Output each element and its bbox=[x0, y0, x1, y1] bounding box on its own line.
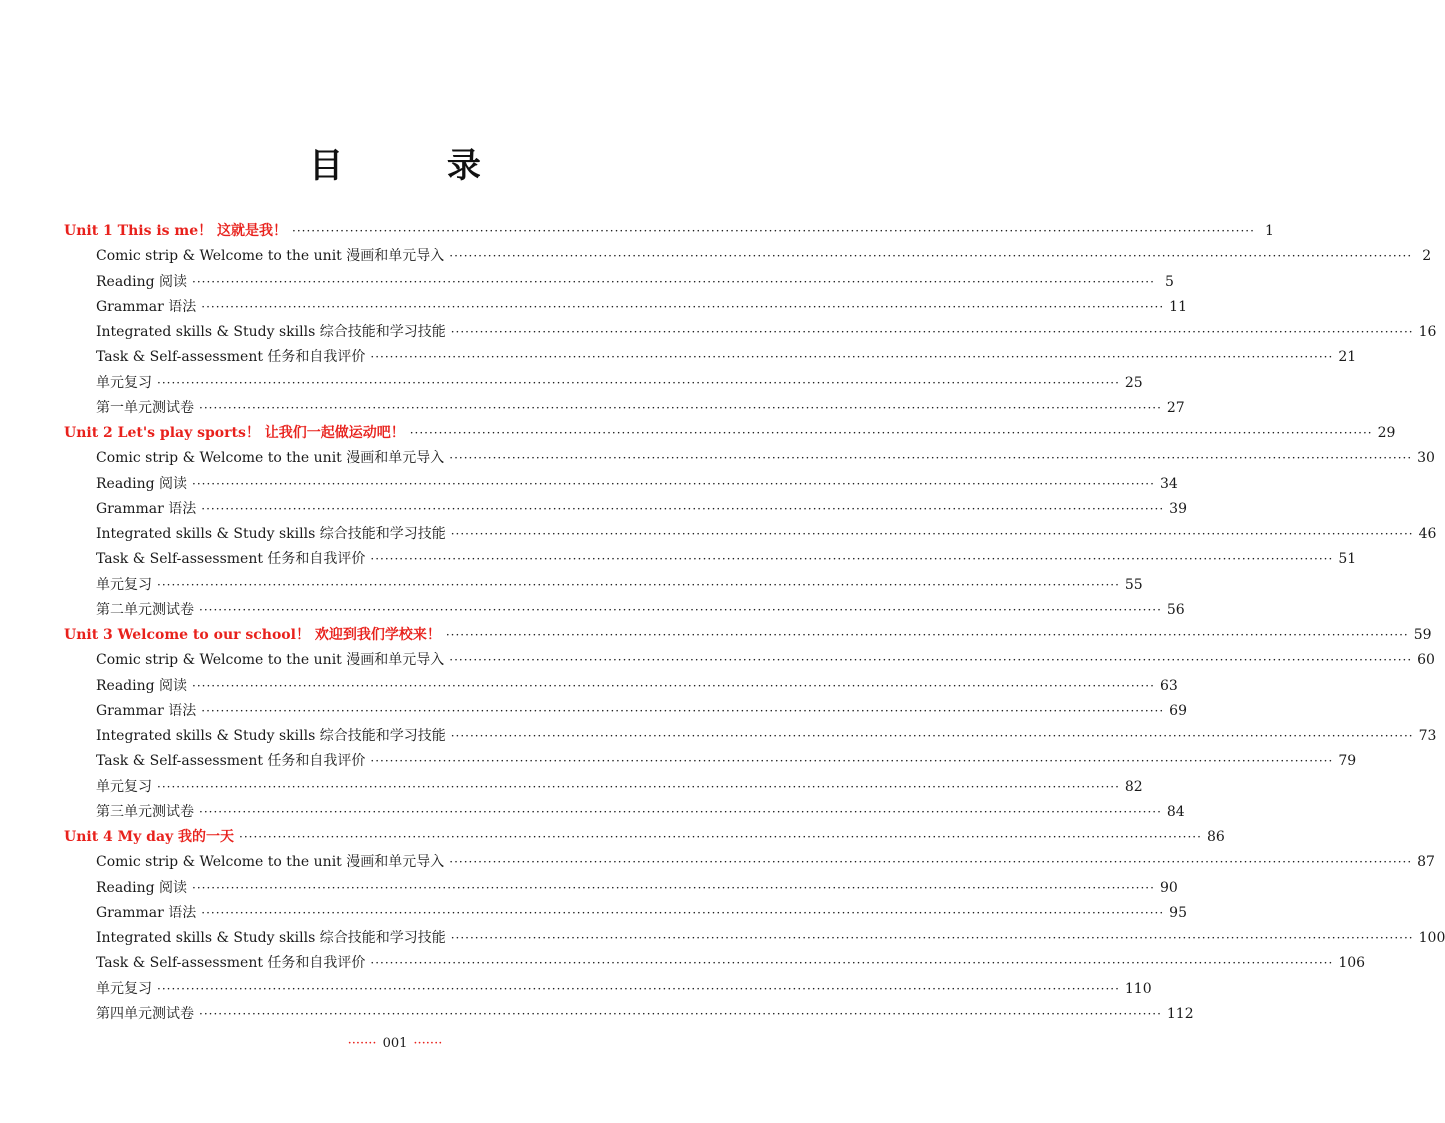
toc-entry[interactable] bbox=[60, 345, 1357, 370]
entry-title: Comic strip & Welcome to the unit 漫画和单元导入 bbox=[96, 248, 445, 265]
toc-unit-1[interactable] bbox=[60, 219, 1274, 244]
entry-title: Comic strip & Welcome to the unit 漫画和单元导入 bbox=[96, 450, 445, 467]
entry-page-number: 30 bbox=[1417, 450, 1435, 467]
entry-page-number: 86 bbox=[1206, 829, 1225, 845]
dot-leader: ········································································································································································································ bbox=[450, 527, 1414, 541]
entry-page-number: 69 bbox=[1169, 702, 1187, 719]
unit-title: Unit 4 My day 我的一天 bbox=[64, 829, 235, 845]
dot-leader: ········································································································································································································ bbox=[445, 628, 1409, 642]
toc-entry[interactable] bbox=[60, 547, 1357, 572]
toc-unit-4[interactable] bbox=[60, 825, 1225, 850]
entry-page-number: 59 bbox=[1413, 627, 1432, 643]
entry-title: Integrated skills & Study skills 综合技能和学习技能 bbox=[96, 930, 446, 946]
entry-title: 单元复习 bbox=[96, 374, 152, 391]
dot-leader: ········································································································································································································ bbox=[449, 451, 1413, 466]
dot-leader: ········································································································································································································ bbox=[450, 729, 1414, 743]
toc-entry[interactable] bbox=[60, 674, 1178, 699]
table-of-contents bbox=[60, 219, 1445, 1027]
dot-leader: ········································································································································································································ bbox=[199, 400, 1162, 415]
dot-leader: ········································································································································································································ bbox=[292, 224, 1255, 238]
entry-title: 第四单元测试卷 bbox=[96, 1005, 194, 1022]
dot-leader: ········································································································································································································ bbox=[201, 501, 1165, 516]
page-footer bbox=[0, 1036, 790, 1051]
entry-title: Task & Self-assessment 任务和自我评价 bbox=[96, 955, 366, 972]
entry-page-number: 21 bbox=[1338, 349, 1357, 366]
dot-leader: ········································································································································································································ bbox=[201, 299, 1165, 314]
dot-leader: ········································································································································································································ bbox=[157, 779, 1120, 794]
entry-page-number: 95 bbox=[1169, 904, 1187, 921]
dot-leader: ········································································································································································································ bbox=[370, 956, 1334, 971]
page-title: 目 录 bbox=[309, 146, 527, 186]
entry-page-number: 29 bbox=[1377, 425, 1396, 441]
entry-page-number: 16 bbox=[1418, 324, 1437, 340]
toc-entry[interactable] bbox=[60, 472, 1178, 497]
entry-page-number: 112 bbox=[1166, 1005, 1194, 1022]
unit-title: Unit 2 Let's play sports！ 让我们一起做运动吧！ bbox=[64, 425, 405, 441]
entry-page-number: 106 bbox=[1338, 955, 1366, 972]
entry-page-number: 82 bbox=[1124, 778, 1143, 795]
toc-unit-2[interactable] bbox=[60, 421, 1396, 446]
toc-entry[interactable] bbox=[60, 446, 1435, 471]
entry-page-number: 2 bbox=[1422, 248, 1432, 265]
dot-leader: ········································································································································································································ bbox=[449, 855, 1413, 870]
entry-title: 单元复习 bbox=[96, 778, 152, 795]
entry-title: Task & Self-assessment 任务和自我评价 bbox=[96, 349, 366, 366]
dot-leader: ········································································································································································································ bbox=[370, 350, 1334, 365]
dot-leader: ········································································································································································································ bbox=[449, 653, 1413, 668]
toc-entry[interactable] bbox=[60, 522, 1437, 547]
entry-title: Integrated skills & Study skills 综合技能和学习技能 bbox=[96, 728, 446, 744]
entry-title: Grammar 语法 bbox=[96, 500, 197, 517]
entry-title: 单元复习 bbox=[96, 980, 152, 997]
toc-entry[interactable] bbox=[60, 724, 1437, 749]
entry-page-number: 90 bbox=[1159, 879, 1178, 896]
entry-page-number: 110 bbox=[1124, 980, 1152, 997]
toc-entry[interactable] bbox=[60, 598, 1185, 623]
dot-leader: ········································································································································································································ bbox=[192, 678, 1155, 693]
toc-entry[interactable] bbox=[60, 699, 1187, 724]
dot-leader: ········································································································································································································ bbox=[199, 804, 1162, 819]
toc-entry[interactable] bbox=[60, 926, 1445, 951]
footer-ornament-left: ······· bbox=[347, 1036, 377, 1051]
entry-page-number: 34 bbox=[1159, 475, 1178, 492]
entry-title: Grammar 语法 bbox=[96, 298, 197, 315]
dot-leader: ········································································································································································································ bbox=[199, 1006, 1162, 1021]
toc-entry[interactable] bbox=[60, 775, 1143, 800]
entry-page-number: 46 bbox=[1418, 526, 1437, 542]
toc-entry[interactable] bbox=[60, 977, 1152, 1002]
entry-page-number: 27 bbox=[1166, 399, 1185, 416]
dot-leader: ········································································································································································································ bbox=[409, 426, 1373, 440]
toc-entry[interactable] bbox=[60, 800, 1185, 825]
entry-page-number: 5 bbox=[1165, 273, 1174, 290]
dot-leader: ········································································································································································································ bbox=[449, 249, 1413, 264]
dot-leader: ········································································································································································································ bbox=[157, 375, 1120, 390]
entry-page-number: 84 bbox=[1166, 803, 1185, 820]
entry-page-number: 60 bbox=[1417, 652, 1435, 669]
toc-entry[interactable] bbox=[60, 244, 1432, 269]
entry-page-number: 1 bbox=[1264, 223, 1274, 239]
dot-leader: ········································································································································································································ bbox=[157, 577, 1120, 592]
toc-entry[interactable] bbox=[60, 371, 1143, 396]
toc-entry[interactable] bbox=[60, 295, 1187, 320]
entry-title: Task & Self-assessment 任务和自我评价 bbox=[96, 551, 366, 568]
entry-page-number: 51 bbox=[1338, 551, 1357, 568]
unit-title: Unit 3 Welcome to our school！ 欢迎到我们学校来！ bbox=[64, 627, 441, 643]
footer-ornament-right: ······· bbox=[413, 1036, 443, 1051]
dot-leader: ········································································································································································································ bbox=[192, 476, 1155, 491]
toc-entry[interactable] bbox=[60, 901, 1187, 926]
entry-page-number: 11 bbox=[1169, 298, 1187, 315]
toc-entry[interactable] bbox=[60, 270, 1174, 295]
entry-page-number: 87 bbox=[1417, 854, 1435, 871]
entry-title: Reading 阅读 bbox=[96, 475, 188, 492]
entry-title: 第一单元测试卷 bbox=[96, 399, 194, 416]
entry-page-number: 63 bbox=[1159, 677, 1178, 694]
page-number: 001 bbox=[382, 1036, 408, 1051]
entry-title: Task & Self-assessment 任务和自我评价 bbox=[96, 753, 366, 770]
entry-title: Integrated skills & Study skills 综合技能和学习技能 bbox=[96, 526, 446, 542]
dot-leader: ········································································································································································································ bbox=[199, 602, 1162, 617]
entry-title: 单元复习 bbox=[96, 576, 152, 593]
toc-entry[interactable] bbox=[60, 573, 1143, 598]
entry-title: Comic strip & Welcome to the unit 漫画和单元导入 bbox=[96, 652, 445, 669]
entry-title: Grammar 语法 bbox=[96, 904, 197, 921]
toc-entry[interactable] bbox=[60, 749, 1357, 774]
toc-entry[interactable] bbox=[60, 396, 1185, 421]
entry-title: 第三单元测试卷 bbox=[96, 803, 194, 820]
toc-entry[interactable] bbox=[60, 1002, 1194, 1027]
entry-page-number: 73 bbox=[1418, 728, 1437, 744]
dot-leader: ········································································································································································································ bbox=[192, 274, 1155, 289]
dot-leader: ········································································································································································································ bbox=[239, 830, 1202, 844]
entry-title: Reading 阅读 bbox=[96, 677, 188, 694]
entry-title: Reading 阅读 bbox=[96, 879, 188, 896]
entry-title: Comic strip & Welcome to the unit 漫画和单元导入 bbox=[96, 854, 445, 871]
toc-entry[interactable] bbox=[60, 951, 1366, 976]
dot-leader: ········································································································································································································ bbox=[450, 931, 1414, 945]
entry-title: Grammar 语法 bbox=[96, 702, 197, 719]
toc-entry[interactable] bbox=[60, 850, 1435, 875]
entry-page-number: 79 bbox=[1338, 753, 1357, 770]
dot-leader: ········································································································································································································ bbox=[157, 981, 1120, 996]
toc-entry[interactable] bbox=[60, 320, 1437, 345]
entry-page-number: 25 bbox=[1124, 374, 1143, 391]
entry-page-number: 100 bbox=[1418, 930, 1445, 946]
dot-leader: ········································································································································································································ bbox=[370, 552, 1334, 567]
entry-title: Reading 阅读 bbox=[96, 273, 188, 290]
dot-leader: ········································································································································································································ bbox=[201, 905, 1165, 920]
dot-leader: ········································································································································································································ bbox=[370, 754, 1334, 769]
toc-entry[interactable] bbox=[60, 497, 1187, 522]
entry-title: Integrated skills & Study skills 综合技能和学习技能 bbox=[96, 324, 446, 340]
dot-leader: ········································································································································································································ bbox=[201, 703, 1165, 718]
toc-entry[interactable] bbox=[60, 648, 1435, 673]
unit-title: Unit 1 This is me！ 这就是我！ bbox=[64, 223, 288, 239]
entry-page-number: 39 bbox=[1169, 500, 1187, 517]
toc-unit-3[interactable] bbox=[60, 623, 1432, 648]
entry-page-number: 56 bbox=[1166, 601, 1185, 618]
entry-page-number: 55 bbox=[1124, 576, 1143, 593]
entry-title: 第二单元测试卷 bbox=[96, 601, 194, 618]
dot-leader: ········································································································································································································ bbox=[192, 880, 1155, 895]
toc-entry[interactable] bbox=[60, 876, 1178, 901]
dot-leader: ········································································································································································································ bbox=[450, 325, 1414, 339]
